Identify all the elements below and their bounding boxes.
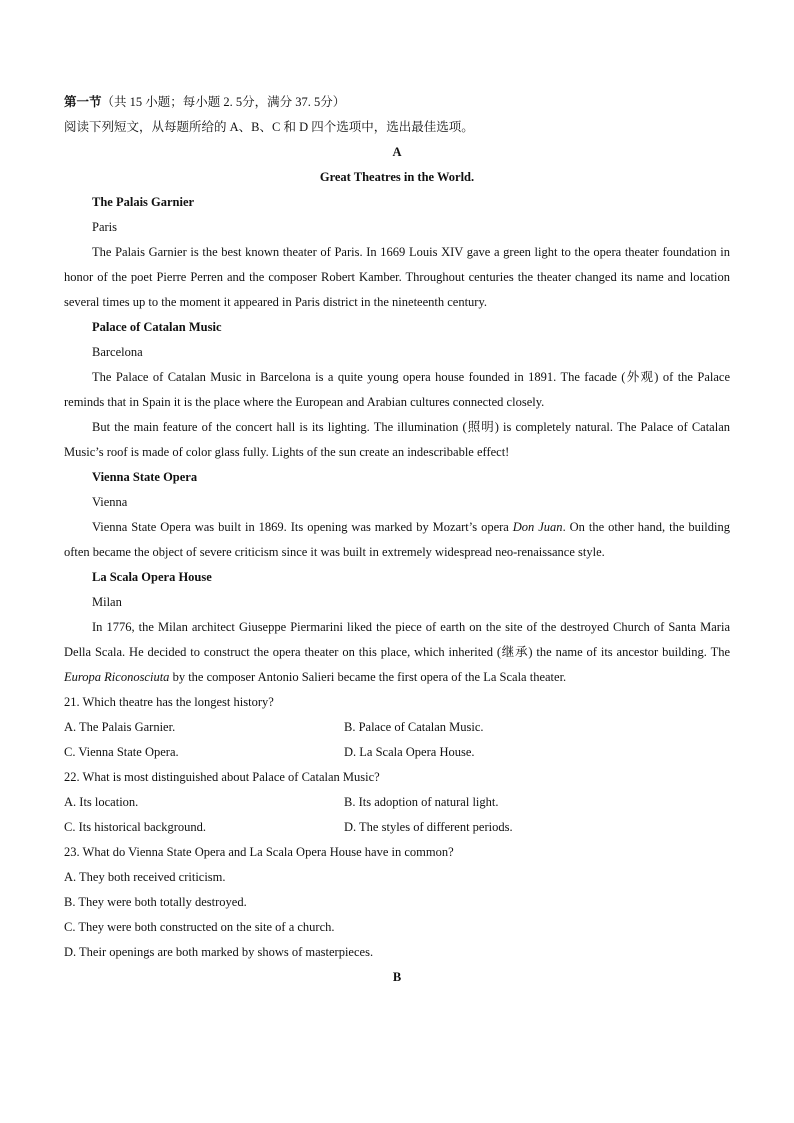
theater-name: Palace of Catalan Music: [92, 320, 222, 334]
theater-city: Barcelona: [92, 345, 143, 359]
option: C. They were both constructed on the site of a church.: [64, 920, 335, 934]
question-stem: 23. What do Vienna State Opera and La Scala Opera House have in common?: [64, 845, 454, 859]
section-instructions: 阅读下列短文，从每题所给的 A、B、C 和 D 四个选项中，选出最佳选项。: [64, 120, 474, 134]
option-row: [64, 715, 730, 740]
theater-city: Milan: [92, 595, 122, 609]
paragraph-text: Vienna State Opera was built in 1869. Its opening was marked by Mozart’s opera: [92, 520, 513, 534]
option: C. Vienna State Opera.: [64, 745, 179, 759]
option: D. The styles of different periods.: [344, 820, 513, 834]
theater-paragraph: But the main feature of the concert hall is its lighting. The illumination (照明) is completely natural. The Palace of Catalan Music’s roof is made of color glass fully. Lights of the sun create an indescribable effect!: [64, 420, 730, 459]
option-row: [64, 815, 730, 840]
theater-city: Paris: [92, 220, 117, 234]
passage-b-label: B: [392, 970, 402, 984]
section-scoring: （共 15 小题；每小题 2. 5分，满分 37. 5分）: [101, 95, 346, 109]
theater-paragraph: [64, 615, 730, 690]
option: A. The Palais Garnier.: [64, 720, 176, 734]
theater-paragraph: The Palais Garnier is the best known theater of Paris. In 1669 Louis XIV gave a green light to the opera theater foundation in honor of the poet Pierre Perren and the composer Robert Kamber. Throughout centuries the theater changed its name and location several times up to the moment it appeared in Paris district in the nineteenth century.: [64, 245, 730, 309]
option: A. Its location.: [64, 795, 139, 809]
paragraph-text: . On the other hand, the building often became the object of severe criticism since it was built in extremely widespread neo-renaissance style.: [64, 520, 730, 559]
paragraph-text: In 1776, the Milan architect Giuseppe Piermarini liked the piece of earth on the site of the destroyed Church of Santa Maria Della Scala. He decided to construct the opera theater on this place, which inherited (继承) the name of its ancestor building. The: [64, 620, 730, 659]
option-row: [64, 740, 730, 765]
option: B. They were both totally destroyed.: [64, 895, 247, 909]
theater-paragraph: [64, 515, 730, 565]
option: B. Palace of Catalan Music.: [344, 720, 484, 734]
option-row: [64, 790, 730, 815]
theater-name: The Palais Garnier: [92, 195, 195, 209]
paragraph-text: by the composer Antonio Salieri became the first opera of the La Scala theater.: [169, 670, 567, 684]
opera-title: Europa Riconosciuta: [64, 670, 170, 684]
passage-a-label: A: [392, 145, 402, 159]
theater-name: Vienna State Opera: [92, 470, 198, 484]
question-stem: 22. What is most distinguished about Palace of Catalan Music?: [64, 770, 380, 784]
question-stem: 21. Which theatre has the longest history?: [64, 695, 274, 709]
section-title: 第一节: [64, 95, 102, 109]
theater-name: La Scala Opera House: [92, 570, 212, 584]
option: C. Its historical background.: [64, 820, 206, 834]
option: D. Their openings are both marked by shows of masterpieces.: [64, 945, 374, 959]
section-heading: [64, 90, 730, 115]
opera-title: Don Juan: [512, 520, 563, 534]
theater-city: Vienna: [92, 495, 128, 509]
option: A. They both received criticism.: [64, 870, 226, 884]
option: B. Its adoption of natural light.: [344, 795, 499, 809]
document-page: [64, 90, 730, 990]
passage-a-title: Great Theatres in the World.: [319, 170, 475, 184]
theater-paragraph: The Palace of Catalan Music in Barcelona is a quite young opera house founded in 1891. The facade (外观) of the Palace reminds that in Spain it is the place where the European and Arabian cultures connected closely.: [64, 370, 730, 409]
option: D. La Scala Opera House.: [344, 745, 475, 759]
